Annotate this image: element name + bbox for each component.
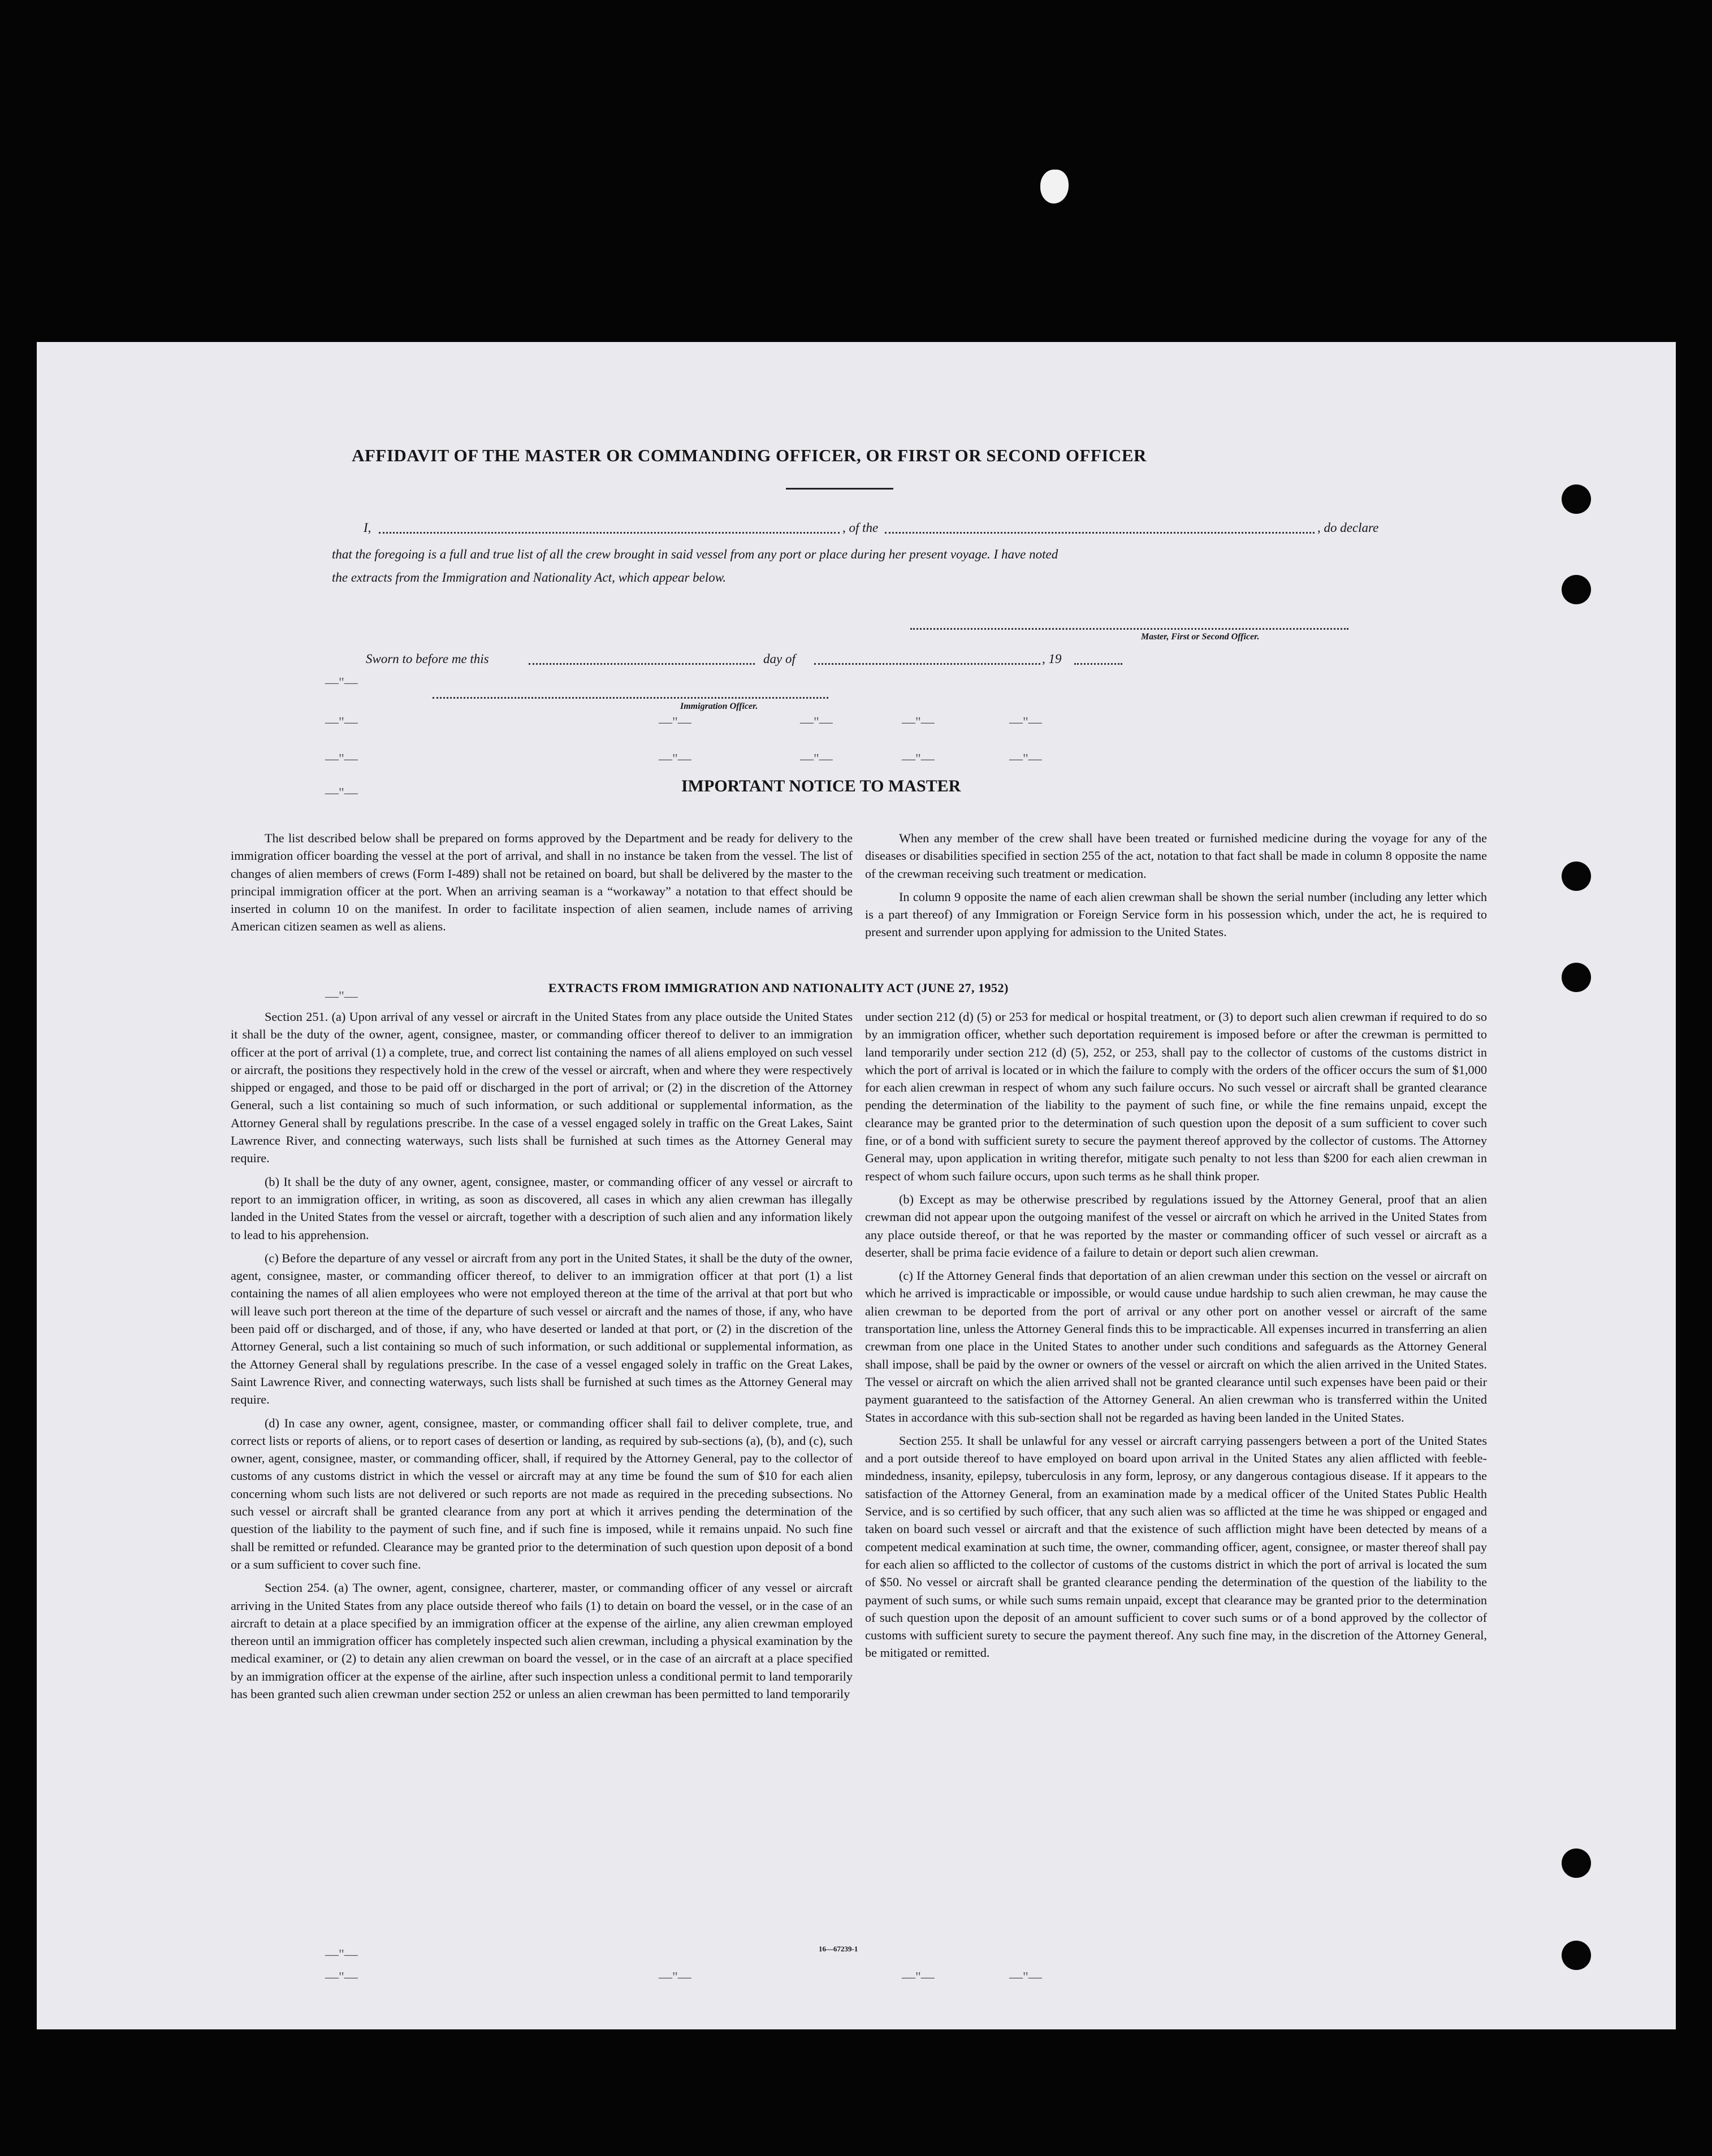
title-underline — [786, 488, 893, 490]
ditto-mark: —"— — [1009, 715, 1042, 730]
of-the-label: , of the — [842, 521, 879, 535]
section-251a-paragraph: Section 251. (a) Upon arrival of any vessel or aircraft in the United States from any place outside the United States it shall be the duty of the owner, agent, consignee, master, or commanding officer thereof to deliver to an immigration officer at the port of arrival (1) a complete, true, and correct list containing the names of all aliens employed on such vessel or aircraft, the positions they respectively hold in the crew of the vessel or aircraft, when and where they were respectively shipped or engaged, and those to be paid off or discharged in the port of arrival; or (2) in the discretion of the Attorney General, such a list containing so much of such information, or such additional or supplemental information, as the Attorney General shall by regulations prescribe. In the case of a vessel engaged solely in traffic on the Great Lakes, Saint Lawrence River, and connecting waterways, such lists shall be furnished at such times as the Attorney General may require. — [231, 1010, 853, 1166]
month-blank — [814, 663, 1040, 665]
ditto-mark: —"— — [800, 715, 833, 730]
master-signature-line — [910, 628, 1348, 630]
day-of-label: day of — [763, 652, 796, 666]
ditto-mark: —"— — [325, 1970, 358, 1985]
section-255-paragraph: Section 255. It shall be unlawful for any vessel or aircraft carrying passengers between a port of the United States and a port outside thereof to have employed on board upon arrival in the United States any alien afflicted with feeble-mindedness, insanity, epilepsy, tuberculosis in any form, leprosy, or any dangerous contagious disease. If it appears to the satisfaction of the Attorney General, from an examination made by a medical officer of the United States Public Health Service, and is so certified by such officer, that any such alien was so afflicted at the time he was shipped or engaged and taken on board such vessel or aircraft and that the existence of such affliction might have been detected by means of a competent medical examination at such time, the owner, commanding officer, agent, consignee, or master thereof shall pay for each alien so afflicted to the collector of customs of the customs district in which the port of arrival is located the sum of $50. No vessel or aircraft shall be granted clearance pending the determination of the question of the liability to the payment of such sums, or while such sums remain unpaid, except that clearance may be granted prior to the determination of such question upon the deposit of an amount sufficient to cover such sums or of a bond approved by the collector of customs with sufficient surety to secure the payment thereof. Any such fine may, in the discretion of the Attorney General, be mitigated or remitted. — [865, 1433, 1487, 1660]
ditto-mark: —"— — [325, 752, 358, 767]
vessel-blank — [885, 532, 1315, 534]
day-blank — [529, 663, 755, 665]
ditto-mark: —"— — [325, 1947, 358, 1962]
ditto-mark: —"— — [325, 786, 358, 800]
master-signature-label: Master, First or Second Officer. — [1141, 632, 1260, 642]
declare-label: , do declare — [1317, 521, 1379, 535]
binder-hole — [1562, 1848, 1591, 1878]
notice-title: IMPORTANT NOTICE TO MASTER — [681, 777, 961, 795]
i-label: I, — [364, 521, 371, 535]
binder-hole — [1562, 861, 1591, 891]
ditto-mark: —"— — [659, 715, 691, 730]
section-251c-paragraph: (c) Before the departure of any vessel or aircraft from any port in the United States, it shall be the duty of the owner, agent, consignee, master, or commanding officer thereof, to deliver to an immigration officer at that port (1) a list containing the names of all alien employees who were not employed thereon at the time of the arrival at that port but who will leave such port thereon at the time of the departure of such vessel or aircraft and the names of those, if any, who have been paid off or discharged, and of those, if any, who have deserted or landed at that port, or (2) in the discretion of the Attorney General, such a list containing so much of such information, or such additional or supplemental information, as the Attorney General shall by regulations prescribe. In the case of a vessel engaged solely in traffic on the Great Lakes, Saint Lawrence River, and connecting waterways, such lists shall be furnished at such times as the Attorney General may require. — [231, 1250, 853, 1407]
ditto-mark: —"— — [1009, 752, 1042, 767]
page-title: AFFIDAVIT OF THE MASTER OR COMMANDING OFFICER, OR FIRST OR SECOND OFFICER — [352, 445, 1147, 465]
binder-hole — [1562, 963, 1591, 992]
ditto-mark: —"— — [659, 1970, 691, 1985]
officer-signature-label: Immigration Officer. — [680, 702, 758, 711]
year-blank — [1074, 663, 1122, 665]
ditto-mark: —"— — [325, 676, 358, 690]
ditto-mark: —"— — [902, 715, 935, 730]
ditto-mark: —"— — [325, 715, 358, 730]
ditto-mark: —"— — [800, 752, 833, 767]
notice-right-column — [865, 829, 1487, 941]
ditto-mark: —"— — [902, 752, 935, 767]
extracts-title: EXTRACTS FROM IMMIGRATION AND NATIONALITY ACT (JUNE 27, 1952) — [548, 981, 1009, 995]
section-251d-paragraph: (d) In case any owner, agent, consignee, master, or commanding officer shall fail to deliver complete, true, and correct lists or reports of aliens, or to report cases of desertion or landing, as required by sub-sections (a), (b), and (c), such owner, agent, consignee, master, or commanding officer, shall, if required by the Attorney General, pay to the collector of customs of any customs district in which the vessel or aircraft may at any time be found the sum of $10 for each alien concerning whom such lists are not delivered or such reports are not made as required in the preceding subsections. No such vessel or aircraft shall be granted clearance from any port at which it arrives pending the determination of the question of the liability to the payment of such fine, and if such fine is imposed, while it remains unpaid. No such fine shall be remitted or refunded. Clearance may be granted prior to the determination of such question upon deposit of a bond or a sum sufficient to cover such fine. — [231, 1415, 853, 1571]
ditto-mark: —"— — [1009, 1970, 1042, 1985]
section-254c-paragraph: (c) If the Attorney General finds that deportation of an alien crewman under this section on the vessel or aircraft on which he arrived is impracticable or impossible, or would cause undue hardship to such alien crewman, he may cause the alien crewman to be deported from the port of arrival or any other port on another vessel or aircraft of the same transportation line, unless the Attorney General finds this to be impracticable. All expenses incurred in transferring an alien crewman from one place in the United States to another under such conditions and safeguards as the Attorney General shall impose, shall be paid by the owner or owners of the vessel or aircraft on which the alien arrived in the United States. The vessel or aircraft on which the alien arrived shall not be granted clearance until such expenses have been paid or their payment guaranteed to the satisfaction of the Attorney General. An alien crewman who is transferred within the United States in accordance with this sub-section shall not be regarded as having been landed in the United States. — [865, 1269, 1487, 1425]
notice-right-paragraph-2: In column 9 opposite the name of each alien crewman shall be shown the serial number (including any letter which is a part thereof) of any Immigration or Foreign Service form in his possession which, under the act, he is required to present and surrender upon applying for admission to the United States. — [865, 889, 1487, 940]
sworn-label: Sworn to before me this — [366, 652, 489, 666]
year-label: , 19 — [1042, 652, 1062, 666]
extracts-right-column — [865, 1008, 1487, 1662]
statement-line-1: that the foregoing is a full and true list of all the crew brought in said vessel from any port or place during her present voyage. I have noted — [332, 547, 1058, 561]
binder-hole — [1562, 484, 1591, 514]
section-254b-paragraph: (b) Except as may be otherwise prescribed by regulations issued by the Attorney General, proof that an alien crewman did not appear upon the outgoing manifest of the vessel or aircraft on which he arrived in the United States from any place outside thereof, or that he was reported by the master or commanding officer of such vessel or aircraft as a deserter, shall be prima facie evidence of a failure to detain or deport such alien crewman. — [865, 1192, 1487, 1259]
ditto-mark: —"— — [325, 989, 358, 1004]
name-blank — [379, 532, 840, 534]
ditto-mark: —"— — [659, 752, 691, 767]
notice-left-column — [231, 829, 853, 936]
statement-line-2: the extracts from the Immigration and Nationality Act, which appear below. — [332, 570, 727, 585]
ditto-mark: —"— — [902, 1970, 935, 1985]
section-251b-paragraph: (b) It shall be the duty of any owner, agent, consignee, master, or commanding officer of any vessel or aircraft to report to an immigration officer, in writing, as soon as discovered, all cases in which any alien crewman has illegally landed in the United States from the vessel or aircraft, together with a description of such alien and any information likely to lead to his apprehension. — [231, 1174, 853, 1242]
affidavit-form-page — [37, 342, 1676, 2029]
punch-hole-mark — [1040, 170, 1069, 204]
notice-right-paragraph-1: When any member of the crew shall have been treated or furnished medicine during the voyage for any of the diseases or disabilities specified in section 255 of the act, notation to that fact shall be made in column 8 opposite the name of the crewman receiving such treatment or medication. — [865, 831, 1487, 881]
extracts-left-column — [231, 1008, 853, 1703]
notice-left-paragraph: The list described below shall be prepared on forms approved by the Department and be ready for delivery to the immigration officer boarding the vessel at the port of arrival, and shall in no instance be taken from the vessel. The list of changes of alien members of crews (Form I-489) shall not be retained on board, but shall be delivered by the master to the principal immigration officer at the port. When an arriving seaman is a “workaway” a notation to that effect should be inserted in column 10 on the manifest. In order to facilitate inspection of alien seamen, include names of arriving American citizen seamen as well as aliens. — [231, 831, 853, 934]
officer-signature-line — [433, 697, 828, 699]
binder-hole — [1562, 1941, 1591, 1970]
form-number: 16—67239-1 — [819, 1945, 858, 1953]
section-254a-paragraph: Section 254. (a) The owner, agent, consignee, charterer, master, or commanding officer of any vessel or aircraft arriving in the United States from any place outside thereof who fails (1) to detain on board the vessel, or in the case of an aircraft to detain at a place specified by an immigration officer at the expense of the airline, any alien crewman employed thereon until an immigration officer has completely inspected such alien crewman, including a physical examination by the medical examiner, or (2) to detain any alien crewman on board the vessel, or in the case of an aircraft at a place specified by an immigration officer at the expense of the airline, after such inspection unless a conditional permit to land temporarily has been granted such alien crewman under section 252 or unless an alien crewman has been permitted to land temporarily — [231, 1581, 853, 1701]
section-254a-continued-paragraph: under section 212 (d) (5) or 253 for medical or hospital treatment, or (3) to deport such alien crewman if required to do so by an immigration officer, whether such deportation requirement is imposed before or after the crewman is permitted to land temporarily under section 212 (d) (5), 252, or 253, shall pay to the collector of customs of the customs district in which the port of arrival is located or in which the failure to comply with the orders of the officer occurs the sum of $1,000 for each alien crewman in respect of whom any such failure occurs. No such vessel or aircraft shall be granted clearance pending the determination of the liability to the payment of such fine, or while the fine remains unpaid, except the clearance may be granted prior to the determination of such question upon the deposit of a sum sufficient to cover such fine, or of a bond with sufficient surety to secure the payment thereof approved by the collector of customs. The Attorney General may, upon application in writing therefor, mitigate such penalty to not less than $200 for each alien crewman in respect of whom such failure occurs, upon such terms as he shall think proper. — [865, 1010, 1487, 1183]
